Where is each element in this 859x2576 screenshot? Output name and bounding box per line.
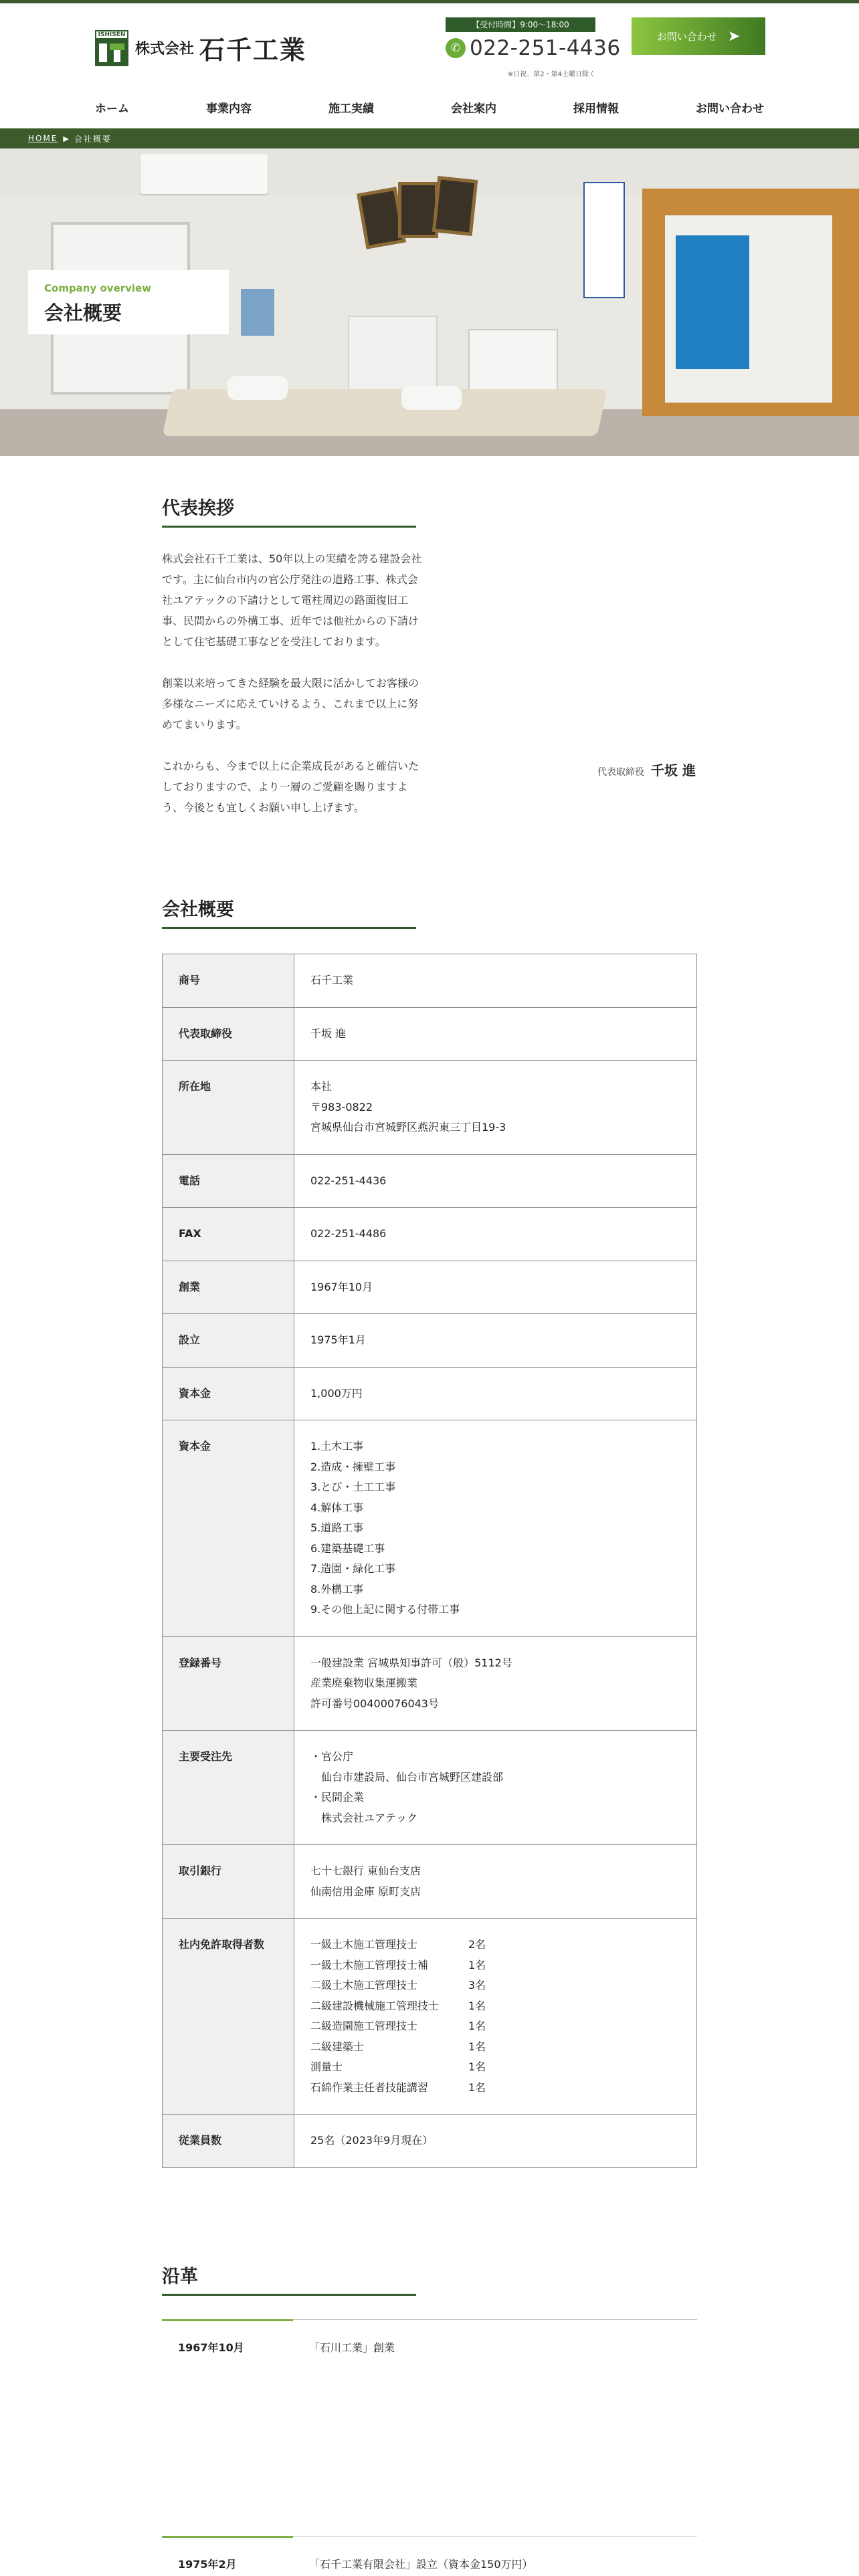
- overview-row-qualifications: [163, 1919, 697, 2115]
- overview-row: [163, 954, 697, 1008]
- overview-row-value: [294, 1367, 697, 1420]
- phone-number: 022-251-4436: [470, 36, 621, 60]
- overview-row-label: 代表取締役: [163, 1007, 294, 1061]
- business-hours: 【受付時間】9:00〜18:00: [446, 17, 595, 32]
- greeting-paragraph: 創業以来培ってきた経験を最大限に活かしてお客様の多様なニーズに応えていけるよう、これまで以上に努めてまいります。: [162, 677, 419, 731]
- overview-value-line: 仙南信用金庫 原町支店: [310, 1885, 421, 1898]
- signature-role: 代表取締役: [597, 767, 645, 778]
- nav-company[interactable]: 会社案内: [451, 102, 496, 116]
- overview-value-line: 〒983-0822: [310, 1100, 373, 1113]
- overview-row-value: [294, 1314, 697, 1368]
- nav-recruit[interactable]: 採用情報: [573, 102, 619, 116]
- overview-row-label: 商号: [163, 954, 294, 1008]
- overview-value-line: 2.造成・擁壁工事: [310, 1460, 396, 1473]
- qualification-name: 二級造園施工管理技士: [310, 2020, 418, 2032]
- qualification-item: [310, 1955, 680, 1976]
- greeting-text: [162, 548, 423, 839]
- nav-works[interactable]: 施工実績: [328, 102, 374, 116]
- overview-row-value: [294, 1845, 697, 1919]
- overview-value-line: 3.とび・土工工事: [310, 1481, 396, 1493]
- heading-underline: [162, 927, 416, 929]
- overview-row: [163, 1420, 697, 1637]
- breadcrumb: [0, 128, 859, 148]
- hero-title: 会社概要: [44, 302, 122, 324]
- heading-underline: [162, 526, 416, 528]
- overview-row-label: 取引銀行: [163, 1845, 294, 1919]
- overview-row-value: [294, 1154, 697, 1208]
- overview-value-line: 株式会社ユアテック: [310, 1811, 418, 1824]
- overview-row-label: 設立: [163, 1314, 294, 1368]
- breadcrumb-chevron-icon: ▶: [63, 134, 69, 143]
- logo-badge: ISHISEN: [95, 30, 128, 39]
- overview-row-value: [294, 1061, 697, 1155]
- contact-button-label: お問い合わせ: [656, 30, 717, 43]
- qualification-list: [294, 1919, 697, 2115]
- overview-value-line: ・官公庁: [310, 1750, 354, 1763]
- overview-value-line: 本社: [310, 1080, 332, 1093]
- qualification-count: 2名: [468, 1938, 486, 1951]
- greeting-heading: [162, 494, 416, 520]
- history-row: [162, 2319, 697, 2533]
- signature-name: 千坂 進: [651, 762, 696, 778]
- qualification-name: 二級建設機械施工管理技士: [310, 1999, 440, 2012]
- main-nav: [80, 94, 779, 120]
- overview-row-employees: [163, 2115, 697, 2168]
- logo-name: 石千工業: [199, 35, 307, 65]
- overview-value-line: 4.解体工事: [310, 1501, 364, 1514]
- overview-row-value: [294, 1007, 697, 1061]
- overview-row: [163, 1731, 697, 1845]
- company-overview-table: [162, 954, 697, 2168]
- history-heading: [162, 2262, 416, 2288]
- overview-row: [163, 1261, 697, 1314]
- qualification-name: 一級土木施工管理技士補: [310, 1958, 429, 1971]
- top-accent-line: [0, 0, 859, 3]
- overview-value-line: 7.造園・緑化工事: [310, 1562, 396, 1575]
- qualification-item: [310, 2016, 680, 2037]
- overview-value-line: 1967年10月: [310, 1280, 373, 1293]
- logo-prefix: 株式会社: [135, 41, 195, 58]
- qualification-count: 1名: [468, 1999, 486, 2012]
- phone-link[interactable]: [446, 36, 621, 60]
- contact-button[interactable]: [632, 17, 765, 55]
- history-date: 1975年2月: [178, 2558, 237, 2571]
- qualification-name: 一級土木施工管理技士: [310, 1938, 418, 1951]
- qualification-item: [310, 2037, 680, 2058]
- overview-row-value: 25名（2023年9月現在）: [294, 2115, 697, 2168]
- overview-row-label: 従業員数: [163, 2115, 294, 2168]
- breadcrumb-home[interactable]: HOME: [28, 134, 58, 143]
- overview-row-value: [294, 1208, 697, 1261]
- overview-value-line: 022-251-4436: [310, 1174, 387, 1187]
- overview-value-line: 一般建設業 宮城県知事許可（般）5112号: [310, 1656, 512, 1669]
- overview-row-label: 主要受注先: [163, 1731, 294, 1845]
- overview-row: [163, 1845, 697, 1919]
- overview-value-line: 1.土木工事: [310, 1440, 364, 1453]
- greeting-signature: [582, 760, 696, 779]
- phone-icon: ✆: [446, 38, 466, 58]
- nav-home[interactable]: ホーム: [95, 102, 129, 116]
- overview-row: [163, 1636, 697, 1731]
- overview-heading-text: 会社概要: [162, 899, 234, 920]
- qualification-count: 1名: [468, 2040, 486, 2053]
- overview-heading: [162, 895, 416, 921]
- company-logo[interactable]: [95, 29, 306, 66]
- overview-value-line: 8.外構工事: [310, 1582, 364, 1596]
- overview-row-value: [294, 1420, 697, 1637]
- greeting-paragraph: これからも、今まで以上に企業成長があると確信いたしておりますので、より一層のご愛顧を賜りますよう、今後とも宜しくお願い申し上げます。: [162, 760, 419, 814]
- overview-row-value: [294, 1261, 697, 1314]
- overview-value-line: 産業廃棄物収集運搬業: [310, 1677, 418, 1689]
- overview-value-line: 許可番号00400076043号: [310, 1697, 439, 1710]
- qualification-item: [310, 1975, 680, 1996]
- overview-row-value: [294, 1636, 697, 1731]
- overview-row: [163, 1367, 697, 1420]
- qualification-item: [310, 1996, 680, 2017]
- qualification-item: [310, 1935, 680, 1955]
- overview-value-line: 七十七銀行 東仙台支店: [310, 1864, 421, 1877]
- qualification-count: 1名: [468, 2020, 486, 2032]
- overview-row-label: 電話: [163, 1154, 294, 1208]
- hero-subtitle-en: Company overview: [44, 282, 152, 294]
- overview-value-line: 千坂 進: [310, 1027, 347, 1040]
- overview-value-line: 1975年1月: [310, 1333, 366, 1346]
- closed-days-note: ※日祝、第2・第4土曜日除く: [507, 71, 595, 78]
- history-date: 1967年10月: [178, 2341, 244, 2354]
- breadcrumb-current: 会社概要: [74, 134, 112, 144]
- overview-row-value: [294, 954, 697, 1008]
- history-text: 「石川工業」創業: [309, 2341, 395, 2354]
- overview-value-line: 9.その他上記に関する付帯工事: [310, 1603, 460, 1616]
- paper-plane-icon: ➤: [727, 27, 741, 45]
- overview-row: [163, 1314, 697, 1368]
- overview-value-line: 石千工業: [310, 974, 354, 986]
- nav-contact[interactable]: お問い合わせ: [696, 102, 764, 116]
- overview-value-line: 6.建築基礎工事: [310, 1541, 385, 1555]
- overview-value-line: 022-251-4486: [310, 1227, 387, 1240]
- overview-row-label: FAX: [163, 1208, 294, 1261]
- qualification-name: 二級土木施工管理技士: [310, 1979, 418, 1992]
- overview-row-label: 登録番号: [163, 1636, 294, 1731]
- hero-title-box: [28, 270, 229, 334]
- air-conditioner-illustration: [140, 154, 268, 194]
- qualification-name: 測量士: [310, 2060, 343, 2073]
- overview-row-label: 創業: [163, 1261, 294, 1314]
- history-row: [162, 2536, 697, 2576]
- overview-row: [163, 1208, 697, 1261]
- history-text: 「石千工業有限会社」設立（資本金150万円）: [309, 2558, 533, 2571]
- overview-value-line: 1,000万円: [310, 1386, 363, 1400]
- qualification-count: 1名: [468, 2080, 486, 2094]
- overview-row: [163, 1061, 697, 1155]
- qualification-name: 二級建築士: [310, 2040, 365, 2053]
- overview-row-label: 社内免許取得者数: [163, 1919, 294, 2115]
- qualification-count: 1名: [468, 2060, 486, 2073]
- overview-row-label: 資本金: [163, 1367, 294, 1420]
- overview-row: [163, 1007, 697, 1061]
- overview-row-value: [294, 1731, 697, 1845]
- heading-underline: [162, 2294, 416, 2296]
- qualification-name: 石綿作業主任者技能講習: [310, 2080, 429, 2094]
- nav-business[interactable]: 事業内容: [206, 102, 252, 116]
- qualification-item: [310, 2078, 680, 2099]
- overview-row-label: 所在地: [163, 1061, 294, 1155]
- qualification-item: [310, 2057, 680, 2078]
- qualification-count: 3名: [468, 1979, 486, 1992]
- overview-value-line: 宮城県仙台市宮城野区燕沢東三丁目19-3: [310, 1121, 506, 1134]
- overview-row-label: 資本金: [163, 1420, 294, 1637]
- logo-mark-icon: [95, 30, 128, 66]
- history-heading-text: 沿革: [162, 2266, 198, 2287]
- overview-value-line: 仙台市建設局、仙台市宮城野区建設部: [310, 1770, 504, 1784]
- overview-row: [163, 1154, 697, 1208]
- overview-value-line: ・民間企業: [310, 1791, 365, 1804]
- qualification-count: 1名: [468, 1958, 486, 1971]
- overview-value-line: 5.道路工事: [310, 1521, 364, 1534]
- greeting-paragraph: 株式会社石千工業は、50年以上の実績を誇る建設会社です。主に仙台市内の官公庁発注の道路工事、株式会社ユアテックの下請けとして電柱周辺の路面復旧工事、民間からの外構工事、近年では他社からの下請けとして住宅基礎工事などを受注しております。: [162, 552, 422, 648]
- greeting-heading-text: 代表挨拶: [162, 498, 234, 519]
